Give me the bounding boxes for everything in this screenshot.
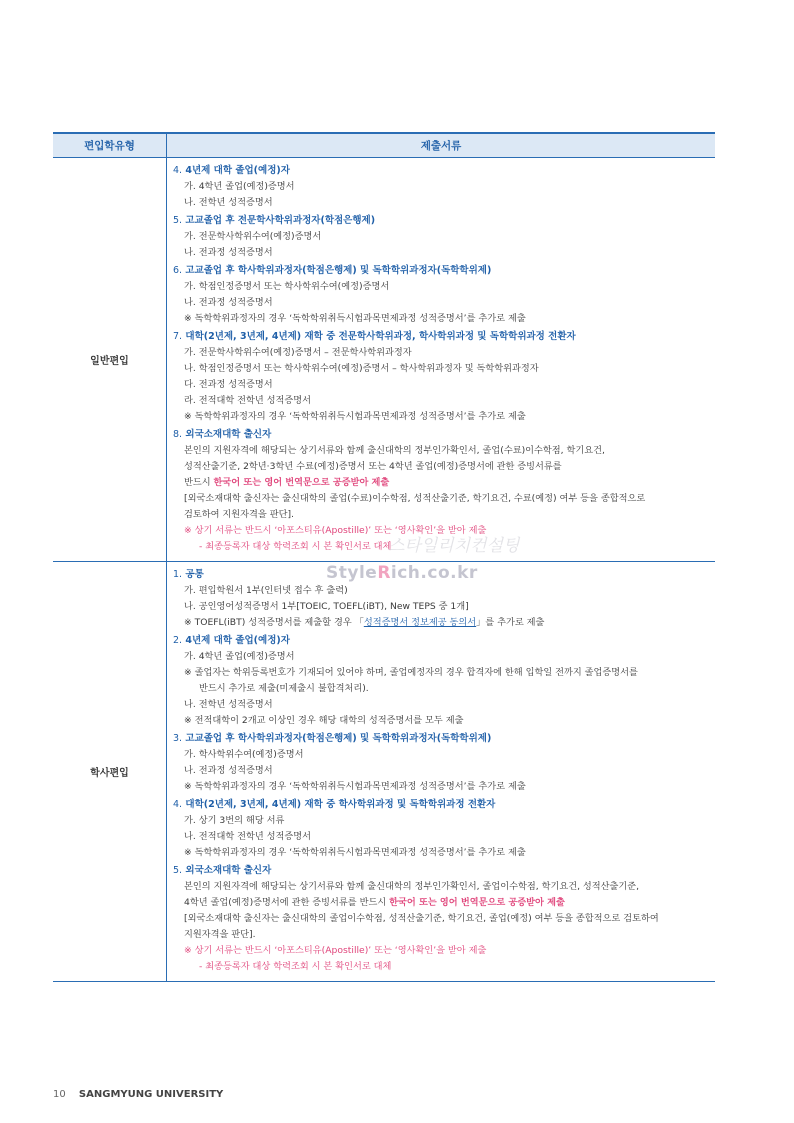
line-text: 4학년 졸업(예정)증명서에 관한 증빙서류를 반드시 <box>184 897 390 908</box>
item-heading <box>173 797 715 813</box>
document-line <box>173 295 715 311</box>
line-text: 가. 학점인정증명서 또는 학사학위수여(예정)증명서 <box>184 281 390 292</box>
item-title: 대학(2년제, 3년제, 4년제) 재학 중 전문학사학위과정, 학사학위과정 및 독학학위과정 전환자 <box>185 331 576 342</box>
document-line <box>173 475 715 491</box>
document-line <box>173 829 715 845</box>
line-text: ※ 상기 서류는 반드시 ‘아포스티유(Apostille)’ 또는 ‘영사확인’을 받아 제출 <box>184 945 487 956</box>
document-line <box>173 879 715 895</box>
item-heading <box>173 213 715 229</box>
item-title: 외국소재대학 출신자 <box>185 865 272 876</box>
line-text: ※ 독학학위과정자의 경우 ‘독학학위취득시험과목면제과정 성적증명서’를 추가로 제출 <box>184 411 526 422</box>
item-heading <box>173 263 715 279</box>
document-line <box>173 763 715 779</box>
item-number: 5. <box>173 865 183 876</box>
emphasis-text: 한국어 또는 영어 번역문으로 공증받아 제출 <box>213 477 390 488</box>
line-text: - 최종등록자 대상 학력조회 시 본 확인서로 대체 <box>199 541 392 552</box>
doc-item <box>173 213 715 261</box>
document-line <box>173 813 715 829</box>
doc-item <box>173 863 715 975</box>
page-number: 10 <box>53 1089 66 1100</box>
table-row-general <box>53 158 715 562</box>
line-text: 나. 전과정 성적증명서 <box>184 247 273 258</box>
item-heading <box>173 427 715 443</box>
line-text: 가. 편입학원서 1부(인터넷 접수 후 출력) <box>184 585 348 596</box>
document-line <box>173 443 715 459</box>
doc-item <box>173 329 715 425</box>
item-title: 4년제 대학 졸업(예정)자 <box>185 165 290 176</box>
document-line <box>173 245 715 261</box>
document-line <box>173 179 715 195</box>
document-line <box>173 491 715 507</box>
document-line <box>173 393 715 409</box>
document-line <box>173 279 715 295</box>
item-number: 3. <box>173 733 183 744</box>
line-text: 나. 전학년 성적증명서 <box>184 197 273 208</box>
document-line <box>173 345 715 361</box>
item-heading <box>173 731 715 747</box>
document-line <box>173 681 715 697</box>
item-number: 1. <box>173 569 183 580</box>
line-text-after: 」를 추가로 제출 <box>476 617 545 628</box>
item-number: 5. <box>173 215 183 226</box>
doc-item <box>173 731 715 795</box>
line-text: [외국소재대학 출신자는 출신대학의 졸업이수학점, 성적산출기준, 학기요건, 졸업(예정) 여부 등을 종합적으로 검토하여 <box>184 913 659 924</box>
line-text: ※ 독학학위과정자의 경우 ‘독학학위취득시험과목면제과정 성적증명서’를 추가로 제출 <box>184 313 526 324</box>
document-line <box>173 895 715 911</box>
document-line <box>173 697 715 713</box>
document-line <box>173 649 715 665</box>
line-text: 나. 전적대학 전학년 성적증명서 <box>184 831 312 842</box>
line-text: 나. 전과정 성적증명서 <box>184 765 273 776</box>
line-text: 본인의 지원자격에 해당되는 상기서류와 함께 출신대학의 정부인가확인서, 졸업(수료)이수학점, 학기요건, <box>184 445 605 456</box>
line-text: 반드시 <box>184 477 214 488</box>
item-title: 고교졸업 후 전문학사학위과정자(학점은행제) <box>185 215 376 226</box>
watermark-korean: 스타일리치컨설팅 <box>388 536 520 556</box>
watermark-pre: Style <box>326 563 378 583</box>
item-number: 8. <box>173 429 183 440</box>
line-text: 나. 전과정 성적증명서 <box>184 297 273 308</box>
item-heading <box>173 863 715 879</box>
line-text: - 최종등록자 대상 학력조회 시 본 확인서로 대체 <box>199 961 392 972</box>
line-text: ※ 상기 서류는 반드시 ‘아포스티유(Apostille)’ 또는 ‘영사확인’을 받아 제출 <box>184 525 487 536</box>
item-number: 2. <box>173 635 183 646</box>
line-text: 지원자격을 판단]. <box>184 929 256 940</box>
line-text: ※ 독학학위과정자의 경우 ‘독학학위취득시험과목면제과정 성적증명서’를 추가로 제출 <box>184 781 526 792</box>
watermark-r: R <box>377 563 391 583</box>
doc-item <box>173 163 715 211</box>
item-heading <box>173 633 715 649</box>
document-line <box>173 747 715 763</box>
document-line <box>173 665 715 681</box>
line-text: 반드시 추가로 제출(미제출시 불합격처리). <box>199 683 369 694</box>
line-text: 성적산출기준, 2학년·3학년 수료(예정)증명서 또는 4학년 졸업(예정)증명서에 관한 증빙서류를 <box>184 461 562 472</box>
line-text: 가. 전문학사학위수여(예정)증명서 <box>184 231 322 242</box>
item-title: 공통 <box>185 569 204 580</box>
consent-form-link[interactable]: 성적증명서 정보제공 동의서 <box>363 617 477 628</box>
docs-general <box>167 158 716 562</box>
item-number: 6. <box>173 265 183 276</box>
line-text: 가. 전문학사학위수여(예정)증명서 – 전문학사학위과정자 <box>184 347 412 358</box>
document-line <box>173 959 715 975</box>
header-documents: 제출서류 <box>167 133 716 158</box>
document-line <box>173 911 715 927</box>
docs-academic <box>167 562 716 982</box>
item-heading <box>173 163 715 179</box>
line-text: 가. 상기 3번의 해당 서류 <box>184 815 285 826</box>
university-name: SANGMYUNG UNIVERSITY <box>78 1089 224 1100</box>
document-line <box>173 311 715 327</box>
item-number: 7. <box>173 331 183 342</box>
document-line <box>173 409 715 425</box>
document-line <box>173 779 715 795</box>
document-line <box>173 927 715 943</box>
doc-item <box>173 797 715 861</box>
line-text: ※ 전적대학이 2개교 이상인 경우 해당 대학의 성적증명서를 모두 제출 <box>184 715 464 726</box>
item-title: 외국소재대학 출신자 <box>185 429 272 440</box>
item-heading <box>173 329 715 345</box>
doc-item <box>173 263 715 327</box>
documents-table <box>53 132 715 982</box>
watermark-post: ich.co.kr <box>390 563 478 583</box>
table-header-row <box>53 133 715 158</box>
document-line <box>173 583 715 599</box>
document-line <box>173 599 715 615</box>
document-line <box>173 195 715 211</box>
document-line <box>173 615 715 631</box>
watermark <box>326 563 478 583</box>
doc-item <box>173 633 715 729</box>
line-text: 가. 학사학위수여(예정)증명서 <box>184 749 304 760</box>
document-line <box>173 361 715 377</box>
item-title: 고교졸업 후 학사학위과정자(학점은행제) 및 독학학위과정자(독학학위제) <box>185 733 492 744</box>
line-text: 가. 4학년 졸업(예정)증명서 <box>184 651 295 662</box>
document-line <box>173 713 715 729</box>
item-title: 4년제 대학 졸업(예정)자 <box>185 635 290 646</box>
type-general: 일반편입 <box>53 158 167 562</box>
line-text: 나. 전학년 성적증명서 <box>184 699 273 710</box>
document-line <box>173 507 715 523</box>
line-text: ※ 독학학위과정자의 경우 ‘독학학위취득시험과목면제과정 성적증명서’를 추가로 제출 <box>184 847 526 858</box>
item-title: 대학(2년제, 3년제, 4년제) 재학 중 학사학위과정 및 독학학위과정 전환자 <box>185 799 496 810</box>
header-transfer-type: 편입학유형 <box>53 133 167 158</box>
line-text: 본인의 지원자격에 해당되는 상기서류와 함께 출신대학의 정부인가확인서, 졸업이수학점, 학기요건, 성적산출기준, <box>184 881 640 892</box>
line-text: ※ TOEFL(iBT) 성적증명서를 제출할 경우 「 <box>184 617 364 628</box>
item-number: 4. <box>173 165 183 176</box>
item-title: 고교졸업 후 학사학위과정자(학점은행제) 및 독학학위과정자(독학학위제) <box>185 265 492 276</box>
document-line <box>173 459 715 475</box>
line-text: 나. 학점인정증명서 또는 학사학위수여(예정)증명서 – 학사학위과정자 및 독학학위과정자 <box>184 363 539 374</box>
line-text: ※ 졸업자는 학위등록번호가 기재되어 있어야 하며, 졸업예정자의 경우 합격자에 한해 입학일 전까지 졸업증명서를 <box>184 667 638 678</box>
document-line <box>173 377 715 393</box>
emphasis-text: 한국어 또는 영어 번역문으로 공증받아 제출 <box>389 897 565 908</box>
document-line <box>173 943 715 959</box>
line-text: 다. 전과정 성적증명서 <box>184 379 273 390</box>
type-academic: 학사편입 <box>53 562 167 982</box>
table-row-academic <box>53 562 715 982</box>
line-text: 가. 4학년 졸업(예정)증명서 <box>184 181 295 192</box>
line-text: 나. 공인영어성적증명서 1부[TOEIC, TOEFL(iBT), New TEPS 중 1개] <box>184 601 469 612</box>
document-line <box>173 845 715 861</box>
document-line <box>173 229 715 245</box>
line-text: [외국소재대학 출신자는 출신대학의 졸업(수료)이수학점, 성적산출기준, 학기요건, 수료(예정) 여부 등을 종합적으로 <box>184 493 646 504</box>
line-text: 검토하여 지원자격을 판단]. <box>184 509 294 520</box>
page-footer <box>53 1089 223 1100</box>
line-text: 라. 전적대학 전학년 성적증명서 <box>184 395 312 406</box>
item-number: 4. <box>173 799 183 810</box>
